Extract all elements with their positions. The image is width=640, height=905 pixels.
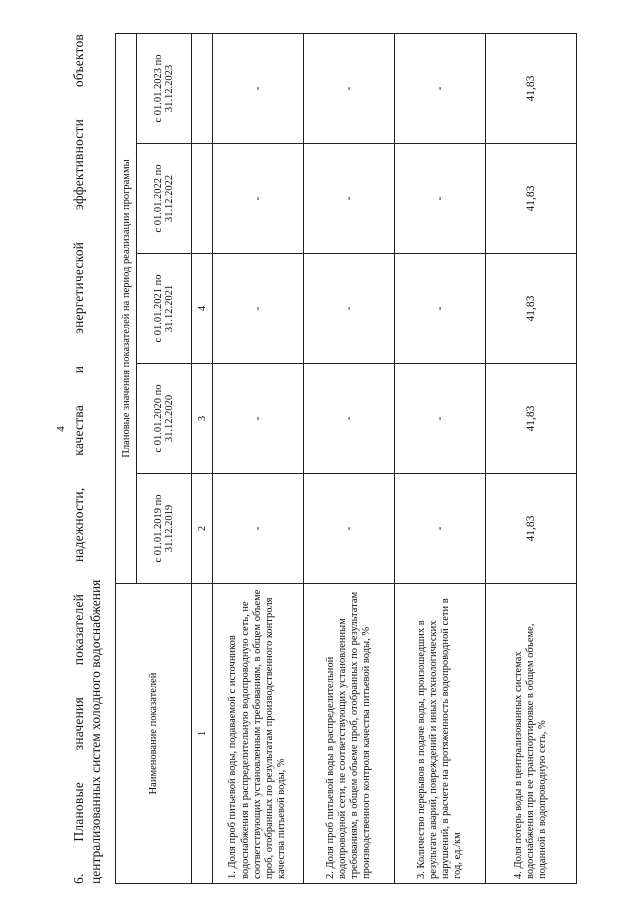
header-row-group <box>116 33 137 883</box>
column-number: 2 <box>192 474 213 584</box>
indicator-name: 3. Количество перерывов в подаче воды, произошедших в результате аварий, повреждений и иных технологических нарушений, в расчете на протяженность водопроводной сети в год, ед./км <box>395 584 486 884</box>
indicators-table <box>115 33 577 884</box>
rotated-page-content <box>70 34 590 884</box>
column-number <box>192 33 213 143</box>
period-header-2021: с 01.01.2021 по 31.12.2021 <box>137 254 192 364</box>
indicator-value: - <box>304 254 395 364</box>
page-number: 4 <box>55 426 67 432</box>
table-row <box>304 33 395 883</box>
period-header-2020: с 01.01.2020 по 31.12.2020 <box>137 364 192 474</box>
column-number: 3 <box>192 364 213 474</box>
indicator-value: - <box>304 33 395 143</box>
indicator-value: - <box>395 144 486 254</box>
period-header-2019: с 01.01.2019 по 31.12.2019 <box>137 474 192 584</box>
indicator-value: 41,83 <box>486 144 577 254</box>
table-row <box>486 33 577 883</box>
indicator-value: - <box>304 474 395 584</box>
indicator-name: 1. Доля проб питьевой воды, подаваемой с источников водоснабжения в распределительную водопроводную сеть, не соответствующих установленным требованиям, в общем объеме проб, отобранных по результатам производственного контроля качества питьевой воды, % <box>213 584 304 884</box>
indicator-value: - <box>395 33 486 143</box>
period-header-2022: с 01.01.2022 по 31.12.2022 <box>137 144 192 254</box>
indicator-value: - <box>213 254 304 364</box>
indicator-value: - <box>304 144 395 254</box>
column-number: 1 <box>192 584 213 884</box>
indicator-value: - <box>395 364 486 474</box>
section-title-line-2: централизованных систем холодного водоснабжения <box>88 579 103 884</box>
indicator-value: - <box>395 254 486 364</box>
indicator-value: - <box>213 474 304 584</box>
column-number: 4 <box>192 254 213 364</box>
indicator-value: 41,83 <box>486 474 577 584</box>
indicator-name: 2. Доля проб питьевой воды в распределительной водопроводной сети, не соответствующих установленным требованиям, в общем объеме проб, отобранных по результатам производственного контроля качества питьевой воды, % <box>304 584 395 884</box>
indicator-value: 41,83 <box>486 254 577 364</box>
indicator-name-header: Наименование показателей <box>116 584 192 884</box>
period-header-2023: с 01.01.2023 по 31.12.2023 <box>137 33 192 143</box>
indicator-value: 41,83 <box>486 364 577 474</box>
indicator-name: 4. Доля потерь воды в централизованных системах водоснабжения при ее транспортировке в общем объеме, поданной в водопроводную сеть, % <box>486 584 577 884</box>
section-title-line-1: 6. Плановые значения показателей надежности, качества и энергетической эффективности объектов <box>71 34 86 884</box>
section-title <box>70 34 104 884</box>
indicator-value: 41,83 <box>486 33 577 143</box>
indicator-value: - <box>304 364 395 474</box>
indicator-value: - <box>395 474 486 584</box>
indicator-value: - <box>213 33 304 143</box>
indicator-value: - <box>213 144 304 254</box>
table-row <box>395 33 486 883</box>
column-number-row <box>192 33 213 883</box>
planned-values-group-header: Плановые значения показателей на период реализации программы <box>116 33 137 583</box>
indicator-value: - <box>213 364 304 474</box>
table-row <box>213 33 304 883</box>
column-number <box>192 144 213 254</box>
